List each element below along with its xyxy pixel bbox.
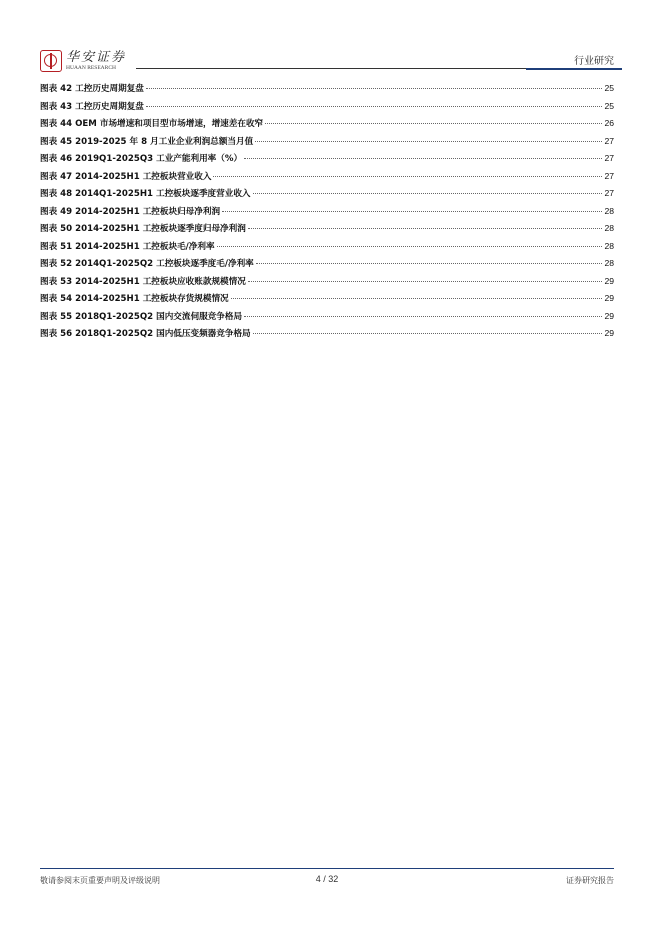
toc-entry[interactable] — [40, 222, 614, 240]
toc-entry-page: 29 — [604, 328, 614, 338]
toc-entry-title: 图表 56 2018Q1-2025Q2 国内低压变频器竞争格局 — [40, 329, 251, 339]
toc-leader-dots — [244, 316, 602, 317]
header-divider — [136, 68, 622, 69]
toc-entry-page: 28 — [604, 258, 614, 268]
toc-entry[interactable] — [40, 100, 614, 118]
toc-entry-page: 28 — [604, 240, 614, 251]
toc-entry-page: 27 — [604, 135, 614, 146]
toc-entry-title: 图表 47 2014-2025H1 工控板块营业收入 — [40, 171, 212, 182]
toc-entry-page: 29 — [604, 310, 614, 321]
toc-entry[interactable] — [40, 327, 614, 345]
toc-leader-dots — [217, 246, 603, 247]
toc-entry-page: 27 — [604, 153, 614, 163]
toc-entry-page: 29 — [604, 293, 614, 303]
toc-entry-page: 28 — [604, 223, 614, 233]
toc-entry[interactable] — [40, 257, 614, 275]
toc-entry[interactable] — [40, 310, 614, 328]
footer-disclaimer: 敬请参阅末页重要声明及评级说明 — [40, 876, 160, 885]
toc-entry-page: 25 — [604, 100, 614, 111]
toc-entry[interactable] — [40, 135, 614, 153]
toc-entry[interactable] — [40, 240, 614, 258]
toc-entry-page: 27 — [604, 188, 614, 198]
toc-entry-page: 25 — [604, 83, 614, 93]
toc-entry[interactable] — [40, 292, 614, 310]
section-label: 行业研究 — [574, 56, 614, 67]
toc-leader-dots — [231, 298, 603, 299]
toc-entry[interactable] — [40, 170, 614, 188]
toc-entry-page: 28 — [604, 205, 614, 216]
company-logo — [40, 48, 126, 74]
logo-seal-icon — [40, 50, 62, 72]
toc-leader-dots — [213, 176, 602, 177]
toc-leader-dots — [255, 141, 602, 142]
toc-entry-page: 26 — [604, 118, 614, 128]
toc-entry-page: 27 — [604, 170, 614, 181]
toc-leader-dots — [146, 106, 603, 107]
toc-entry-title: 图表 55 2018Q1-2025Q2 国内交流伺服竞争格局 — [40, 311, 243, 322]
toc-entry-title: 图表 42 工控历史周期复盘 — [40, 84, 144, 94]
toc-entry[interactable] — [40, 205, 614, 223]
toc-entry[interactable] — [40, 152, 614, 170]
toc-entry-page: 29 — [604, 275, 614, 286]
toc-entry-title: 图表 43 工控历史周期复盘 — [40, 101, 144, 112]
toc-entry-title: 图表 44 OEM 市场增速和项目型市场增速，增速差在收窄 — [40, 119, 264, 129]
figure-index-list — [40, 82, 614, 345]
toc-leader-dots — [244, 158, 602, 159]
toc-leader-dots — [248, 281, 603, 282]
toc-entry[interactable] — [40, 275, 614, 293]
toc-leader-dots — [265, 123, 602, 124]
logo-name-en: HUAAN RESEARCH — [66, 64, 116, 71]
toc-entry-title: 图表 45 2019-2025 年 8 月工业企业利润总额当月值 — [40, 136, 254, 147]
footer-divider — [40, 868, 614, 869]
toc-entry-title: 图表 51 2014-2025H1 工控板块毛/净利率 — [40, 241, 215, 252]
toc-entry-title: 图表 53 2014-2025H1 工控板块应收账款规模情况 — [40, 276, 246, 287]
toc-entry[interactable] — [40, 187, 614, 205]
toc-entry-title: 图表 52 2014Q1-2025Q2 工控板块逐季度毛/净利率 — [40, 259, 254, 269]
toc-entry-title: 图表 50 2014-2025H1 工控板块逐季度归母净利润 — [40, 224, 246, 234]
toc-leader-dots — [222, 211, 602, 212]
page-number: 4 / 32 — [315, 874, 339, 884]
toc-entry[interactable] — [40, 82, 614, 100]
footer-report-type: 证券研究报告 — [566, 876, 614, 885]
page-footer — [40, 868, 614, 888]
toc-entry-title: 图表 46 2019Q1-2025Q3 工业产能利用率（%） — [40, 154, 243, 164]
toc-entry[interactable] — [40, 117, 614, 135]
toc-leader-dots — [248, 228, 603, 229]
toc-leader-dots — [253, 193, 603, 194]
toc-entry-title: 图表 49 2014-2025H1 工控板块归母净利润 — [40, 206, 221, 217]
toc-leader-dots — [256, 263, 603, 264]
toc-entry-title: 图表 54 2014-2025H1 工控板块存货规模情况 — [40, 294, 229, 304]
toc-leader-dots — [253, 333, 603, 334]
logo-name-cn: 华安证券 — [66, 49, 127, 65]
toc-entry-title: 图表 48 2014Q1-2025H1 工控板块逐季度营业收入 — [40, 189, 251, 199]
toc-leader-dots — [146, 88, 603, 89]
page-header — [40, 48, 622, 74]
